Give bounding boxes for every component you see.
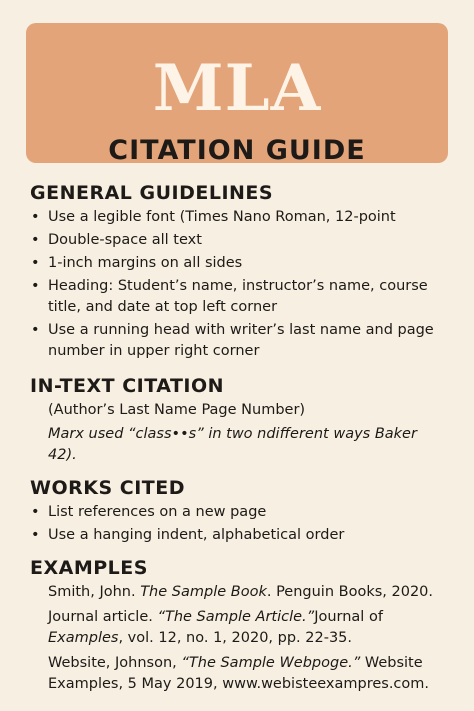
- journal-article-title: “The Sample Article.”: [157, 609, 315, 625]
- list-item: [30, 230, 450, 251]
- works-cited-list: [30, 502, 450, 546]
- banner-title: MLA: [152, 51, 322, 126]
- general-guidelines-list: [30, 207, 450, 362]
- journal-name: Examples: [48, 630, 119, 646]
- bullet-icon: •: [31, 322, 40, 338]
- journal-details: , vol. 12, no. 1, 2020, pp. 22-35.: [118, 630, 353, 646]
- book-title: The Sample Book: [140, 584, 267, 600]
- list-item: [30, 207, 450, 228]
- examples-heading: EXAMPLES: [30, 557, 148, 579]
- list-item: [30, 253, 450, 274]
- bullet-icon: •: [31, 232, 40, 248]
- bullet-icon: •: [31, 255, 40, 271]
- guide-content: [30, 181, 450, 699]
- example-book: [30, 582, 450, 603]
- bullet-icon: •: [31, 527, 40, 543]
- list-item: [30, 502, 450, 523]
- list-item: [30, 320, 450, 362]
- in-text-format: (Author’s Last Name Page Number): [48, 402, 306, 418]
- list-item-text: Double-space all text: [48, 232, 202, 248]
- bullet-icon: •: [31, 278, 40, 294]
- title-banner: [26, 23, 448, 166]
- journal-mid: Journal of: [314, 609, 383, 625]
- book-author: Smith, John.: [48, 584, 136, 600]
- bullet-icon: •: [31, 209, 40, 225]
- list-item-text: 1-inch margins on all sides: [48, 255, 243, 271]
- list-item-text: List references on a new page: [48, 504, 267, 520]
- in-text-example: Marx used “class••s” in two ndifferent ways Baker 42).: [48, 426, 417, 463]
- list-item: [30, 276, 450, 318]
- journal-prefix: Journal article.: [48, 609, 158, 625]
- book-publisher: . Penguin Books, 2020.: [266, 584, 434, 600]
- example-website: [30, 653, 450, 695]
- example-journal: [30, 607, 450, 649]
- list-item-text: Heading: Student’s name, instructor’s name, course title, and date at top left corner: [48, 278, 428, 315]
- list-item-text: Use a running head with writer’s last name and page number in upper right corner: [48, 322, 434, 359]
- general-guidelines-heading: GENERAL GUIDELINES: [30, 182, 274, 204]
- examples-section: [30, 556, 450, 695]
- works-cited-heading: WORKS CITED: [30, 477, 185, 499]
- in-text-citation-section: [30, 374, 450, 466]
- website-prefix: Website, Johnson,: [48, 655, 182, 671]
- banner-subtitle: CITATION GUIDE: [108, 135, 366, 166]
- list-item-text: Use a hanging indent, alphabetical order: [48, 527, 345, 543]
- bullet-icon: •: [31, 504, 40, 520]
- website-title: “The Sample Webpoge.”: [181, 655, 361, 671]
- list-item-text: Use a legible font (Times Nano Roman, 12-point: [48, 209, 396, 225]
- in-text-citation-heading: IN-TEXT CITATION: [30, 375, 225, 397]
- general-guidelines-section: [30, 181, 450, 362]
- website-details: Website Examples, 5 May 2019, www.webisteexampres.com.: [48, 655, 430, 692]
- list-item: [30, 525, 450, 546]
- works-cited-section: [30, 476, 450, 546]
